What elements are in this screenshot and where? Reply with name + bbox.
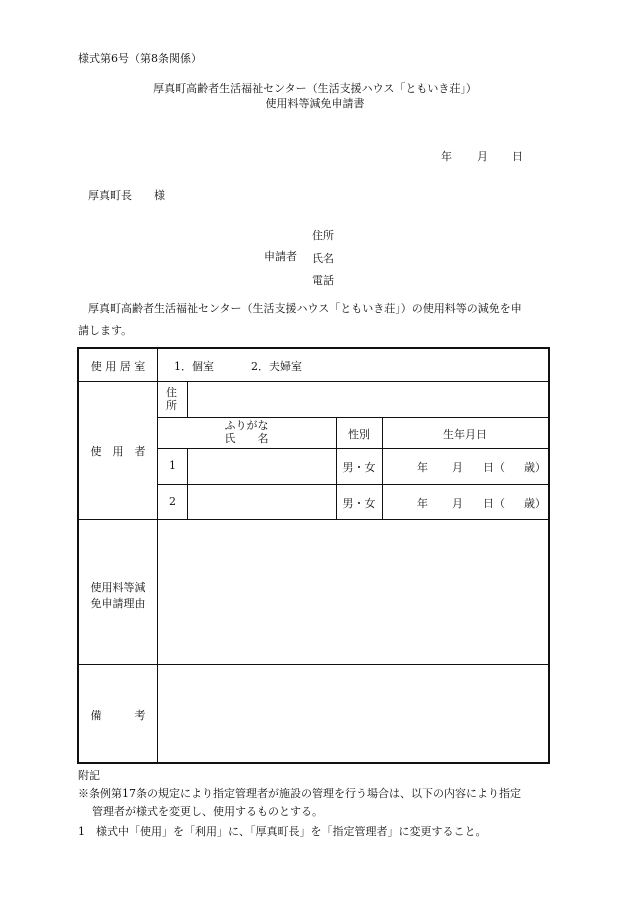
gender-select-1[interactable]: 男・女 xyxy=(342,461,376,474)
reason-field[interactable] xyxy=(161,523,543,661)
appendix-heading: 附記 xyxy=(78,769,100,782)
name-label: 氏 名 xyxy=(224,432,269,445)
title-line-2: 使用料等減免申請書 xyxy=(265,97,365,110)
date-year: 年 xyxy=(441,150,452,163)
room-label: 使 用 居 室 xyxy=(90,360,146,373)
row-divider xyxy=(157,448,548,449)
remarks-label: 備 考 xyxy=(90,709,146,722)
birth-day-1: 日（ xyxy=(483,461,505,474)
applicant-label: 申請者 xyxy=(264,250,297,263)
birth-month-1: 月 xyxy=(452,461,463,474)
row-number: 2 xyxy=(169,495,176,508)
form-number: 様式第6号（第8条関係） xyxy=(78,52,202,65)
row-divider xyxy=(79,664,548,665)
body-text-line-1: 厚真町高齢者生活福祉センター（生活支援ハウス「ともいき荘」）の使用料等の減免を申 xyxy=(88,302,522,315)
remarks-field[interactable] xyxy=(161,668,543,758)
date-day: 日 xyxy=(512,150,523,163)
birth-month-2: 月 xyxy=(452,497,463,510)
col-divider xyxy=(187,448,188,519)
reason-label-line-1: 使用料等減 xyxy=(90,581,146,594)
user-address-label-bottom: 所 xyxy=(166,399,177,412)
row-number: 1 xyxy=(169,459,176,472)
row-divider xyxy=(79,381,548,382)
user-name-field-2[interactable] xyxy=(191,489,332,517)
furigana-label: ふりがな xyxy=(224,419,269,432)
col-divider xyxy=(187,381,188,417)
applicant-address-label: 住所 xyxy=(312,229,334,242)
row-divider xyxy=(79,519,548,520)
appendix-item-1: 1 様式中「使用」を「利用」に、「厚真町長」を「指定管理者」に変更すること。 xyxy=(78,825,487,838)
row-divider xyxy=(157,417,548,418)
col-divider xyxy=(157,349,158,762)
age-1: 歳） xyxy=(524,461,546,474)
gender-label: 性別 xyxy=(348,428,370,441)
user-address-label-top: 住 xyxy=(166,386,177,399)
user-name-field-1[interactable] xyxy=(191,453,332,481)
application-form-table xyxy=(77,347,550,764)
age-2: 歳） xyxy=(524,497,546,510)
user-label: 使 用 者 xyxy=(90,445,146,458)
birth-year-2: 年 xyxy=(417,497,428,510)
date-month: 月 xyxy=(477,150,488,163)
room-option-couple[interactable]: 2．夫婦室 xyxy=(251,360,302,373)
body-text-line-2: 請します。 xyxy=(78,324,133,337)
room-option-single[interactable]: 1．個室 xyxy=(174,360,214,373)
birthdate-label: 生年月日 xyxy=(443,428,487,441)
appendix-note-line-1: ※条例第17条の規定により指定管理者が施設の管理を行う場合は、以下の内容により指定 xyxy=(78,787,521,800)
user-address-field[interactable] xyxy=(191,385,543,413)
birth-year-1: 年 xyxy=(417,461,428,474)
birth-day-2: 日（ xyxy=(483,497,505,510)
addressee: 厚真町長 様 xyxy=(88,189,165,202)
applicant-name-label: 氏名 xyxy=(312,252,334,265)
applicant-phone-label: 電話 xyxy=(312,274,334,287)
row-divider xyxy=(157,484,548,485)
reason-label-line-2: 免申請理由 xyxy=(90,597,146,610)
title-line-1: 厚真町高齢者生活福祉センター（生活支援ハウス「ともいき荘」） xyxy=(153,82,477,95)
gender-select-2[interactable]: 男・女 xyxy=(342,497,376,510)
appendix-note-line-2: 管理者が様式を変更し、使用するものとする。 xyxy=(92,805,323,818)
